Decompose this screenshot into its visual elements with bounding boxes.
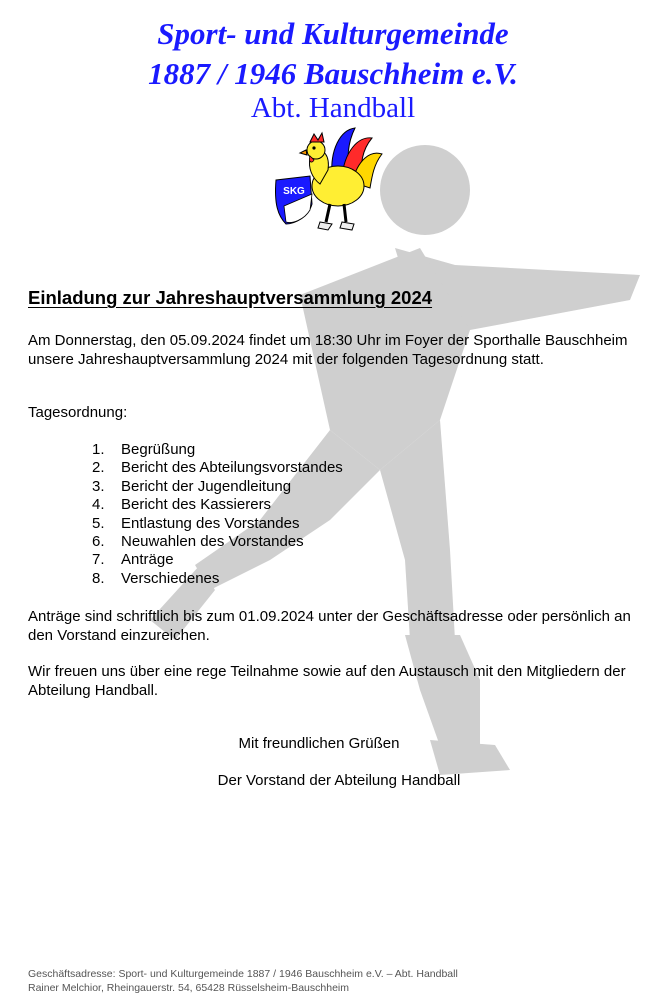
agenda-item-number: 1. [92,441,105,458]
closing-paragraph: Wir freuen uns über eine rege Teilnahme sowie auf den Austausch mit den Mitgliedern der Abteilung Handball. [28,663,626,699]
agenda-item [92,478,343,496]
agenda-item [92,459,343,477]
footer-address [28,967,458,995]
rooster-mascot-icon [270,120,388,236]
department-name: Abt. Handball [250,92,416,124]
agenda-item-text: Neuwahlen des Vorstandes [121,532,304,550]
agenda-item [92,533,343,551]
agenda-item-number: 8. [92,569,105,587]
intro-paragraph: Am Donnerstag, den 05.09.2024 findet um 18:30 Uhr im Foyer der Sporthalle Bauschheim unsere Jahreshauptversammlung 2024 mit der folgenden Tagesordnung statt. [28,332,628,368]
footer-line: Rainer Melchior, Rheingauerstr. 54, 65428 Rüsselsheim-Bauschheim [28,982,349,994]
agenda-item-number: 5. [92,514,105,532]
agenda-item [92,496,343,514]
agenda-item-text: Entlastung des Vorstandes [121,514,300,532]
agenda-item [92,515,343,533]
invitation-title: Einladung zur Jahreshauptversammlung 2024 [28,287,433,308]
agenda-item-text: Bericht der Jugendleitung [121,477,292,495]
agenda-item-number: 6. [92,532,105,550]
motions-paragraph: Anträge sind schriftlich bis zum 01.09.2024 unter der Geschäftsadresse oder persönlich an den Vorstand einzureichen. [28,608,631,644]
agenda-item-text: Bericht des Kassierers [121,496,272,514]
agenda-item-text: Anträge [121,551,174,569]
club-founding-line: 1887 / 1946 Bauschheim e.V. [148,56,518,91]
agenda-item-text: Begrüßung [121,441,196,458]
footer-line: Geschäftsadresse: Sport- und Kulturgemeinde 1887 / 1946 Bauschheim e.V. – Abt. Handball [28,968,458,980]
greeting: Mit freundlichen Grüßen [238,735,400,752]
agenda-item-number: 7. [92,551,105,569]
agenda-item-number: 3. [92,477,105,495]
agenda-item-number: 4. [92,496,105,514]
agenda-item-number: 2. [92,459,105,477]
agenda-item-text: Verschiedenes [121,569,220,587]
agenda-label: Tagesordnung: [28,404,128,421]
agenda-item [92,551,343,569]
agenda-item-text: Bericht des Abteilungsvorstandes [121,459,343,477]
agenda-list [92,441,343,588]
agenda-item [92,441,343,459]
signature: Der Vorstand der Abteilung Handball [217,772,461,789]
club-name: Sport- und Kulturgemeinde [157,16,509,51]
agenda-item [92,570,343,588]
shield-text: SKG [283,186,305,197]
